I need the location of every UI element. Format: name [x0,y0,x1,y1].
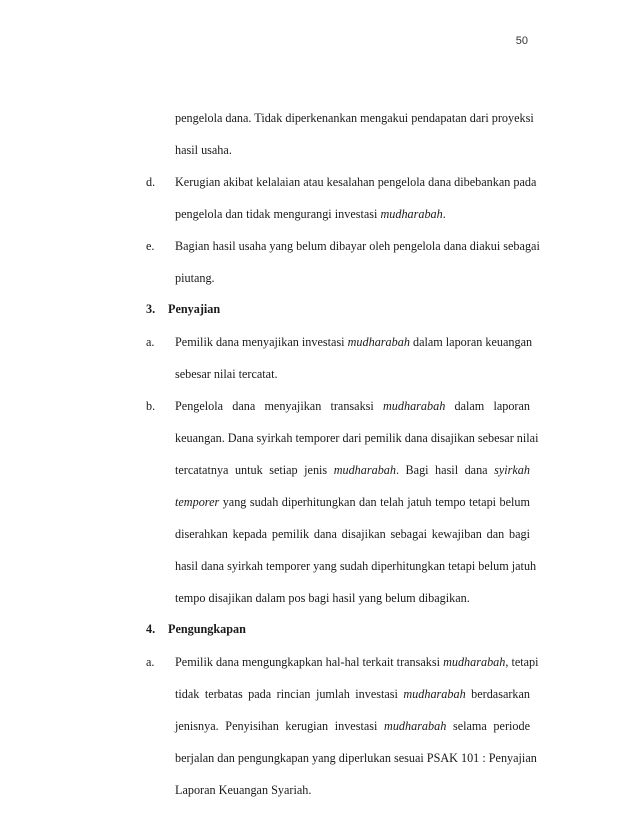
text-line: sebesar nilai tercatat. [175,367,278,381]
text-line: Laporan Keuangan Syariah. [175,783,312,797]
section-heading: 4. Pengungkapan [146,622,246,636]
text-line: temporer yang sudah diperhitungkan dan telah jatuh tempo tetapi belum [175,495,530,509]
text-line: berjalan dan pengungkapan yang diperlukan sesuai PSAK 101 : Penyajian [175,751,537,765]
text-line: diserahkan kepada pemilik dana disajikan sebagai kewajiban dan bagi [175,527,530,541]
list-marker: d. [146,175,156,189]
list-marker: a. [146,335,155,349]
text-line: Pemilik dana mengungkapkan hal-hal terkait transaksi mudharabah, tetapi [175,655,539,669]
text-line: Bagian hasil usaha yang belum dibayar oleh pengelola dana diakui sebagai [175,239,540,253]
text-line: hasil usaha. [175,143,232,157]
text-line: tidak terbatas pada rincian jumlah investasi mudharabah berdasarkan [175,687,531,701]
text-line: hasil dana syirkah temporer yang sudah diperhitungkan tetapi belum jatuh [175,559,537,573]
text-line: jenisnya. Penyisihan kerugian investasi mudharabah selama periode [175,719,530,733]
text-line: Pengelola dana menyajikan transaksi mudharabah dalam laporan [175,399,530,413]
list-marker: b. [146,399,156,413]
text-line: pengelola dana. Tidak diperkenankan mengakui pendapatan dari proyeksi [175,111,534,125]
text-line: tercatatnya untuk setiap jenis mudharabah. Bagi hasil dana syirkah [175,463,530,477]
text-line: pengelola dan tidak mengurangi investasi mudharabah. [175,207,446,221]
section-heading: 3. Penyajian [146,302,221,316]
text-line: Pemilik dana menyajikan investasi mudharabah dalam laporan keuangan [175,335,533,349]
page-number: 50 [515,35,528,47]
text-line: Kerugian akibat kelalaian atau kesalahan pengelola dana dibebankan pada [175,175,537,189]
list-marker: a. [146,655,155,669]
list-marker: e. [146,239,155,253]
text-line: piutang. [175,271,215,285]
text-line: keuangan. Dana syirkah temporer dari pemilik dana disajikan sebesar nilai [175,431,539,445]
text-line: tempo disajikan dalam pos bagi hasil yang belum dibagikan. [175,591,470,605]
